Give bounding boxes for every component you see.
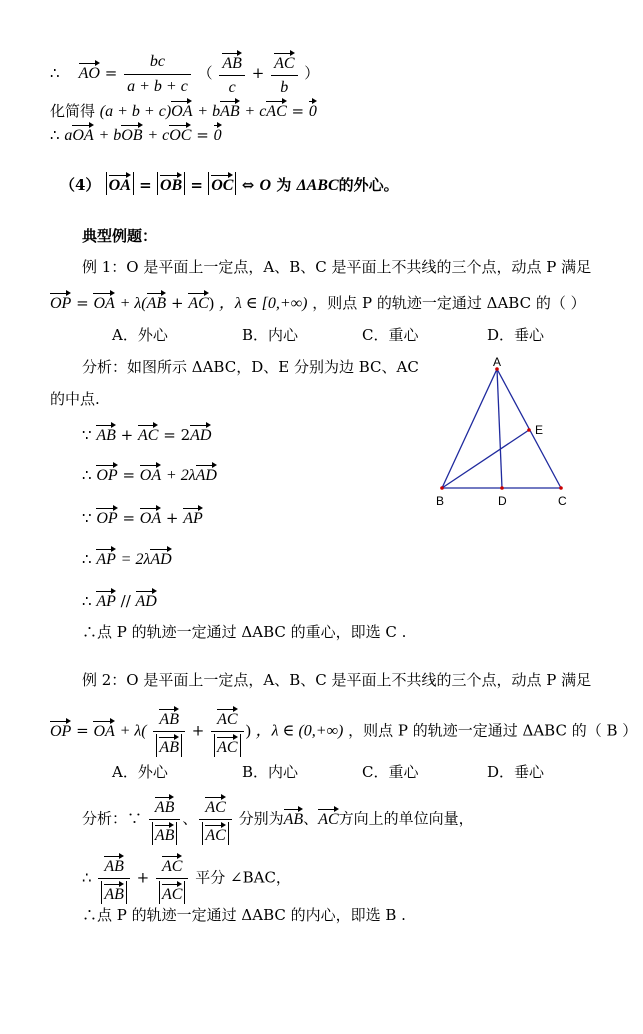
unit-vector-ac — [211, 706, 243, 757]
label-e: E — [535, 423, 544, 437]
item-4-circumcenter — [60, 172, 399, 196]
because-symbol: ∵ — [82, 426, 92, 444]
option-a: A．外心 — [112, 326, 168, 344]
because-symbol: ∵ — [82, 509, 92, 527]
plus-sign: + — [165, 509, 179, 527]
vector-ac: AC — [188, 290, 208, 312]
vector-ac-magnitude: AC — [162, 881, 182, 903]
plus-sign: + — [251, 64, 265, 82]
unit-vector-ab — [153, 706, 185, 757]
equals-two-lambda: = 2λ — [120, 551, 151, 568]
lambda-range: ，λ ∈ (0,+∞) — [255, 722, 344, 740]
equals-sign: = — [291, 102, 305, 120]
point-c — [559, 486, 563, 490]
equals-sign: = — [76, 294, 89, 312]
equals-sign: = — [139, 176, 152, 194]
vector-ad: AD — [196, 462, 217, 484]
analysis-label: 分析： — [82, 809, 128, 828]
vector-ob: OB — [160, 172, 182, 194]
equals-sign: = — [190, 176, 203, 194]
example-1-analysis-cont: 的中点. — [50, 390, 100, 408]
therefore-symbol: ∴ — [82, 906, 98, 924]
fraction-denominator: c — [228, 79, 236, 96]
equals-sign: = — [122, 509, 136, 527]
vector-oa: OA — [140, 505, 161, 527]
unit-vector-ab — [98, 853, 130, 904]
option-b: B．内心 — [242, 326, 299, 344]
vector-ad: AD — [190, 422, 211, 444]
vector-ab: AB — [159, 706, 179, 728]
fraction-numerator: bc — [124, 52, 191, 75]
vector-ac: AC — [138, 422, 158, 444]
therefore-symbol: ∴ — [82, 466, 92, 484]
example-1-analysis: 分析：如图所示 ΔABC，D、E 分别为边 BC、AC — [82, 358, 419, 376]
step-3 — [82, 505, 203, 528]
right-paren: ) — [245, 722, 251, 740]
label-c: C — [558, 494, 567, 508]
equation-simplify — [50, 98, 317, 122]
analysis-tail: 方向上的单位向量， — [338, 809, 474, 828]
therefore-symbol: ∴ — [82, 868, 92, 887]
example-1-conclusion — [82, 622, 406, 642]
plus-sign: + — [170, 294, 184, 312]
vector-ap: AP — [96, 546, 116, 568]
step-1 — [82, 422, 211, 445]
iff-symbol: ⇔ — [241, 176, 255, 194]
example-2-question: ，则点 P 的轨迹一定通过 ΔABC 的（ B ） — [348, 721, 638, 740]
vector-ab: AB — [104, 853, 124, 875]
vector-ap: AP — [183, 505, 203, 527]
vector-ab: AB — [155, 794, 175, 816]
vector-ac: AC — [217, 706, 237, 728]
vector-ac: AC — [162, 853, 182, 875]
vector-ab-magnitude: AB — [104, 881, 124, 903]
vector-ab: AB — [220, 98, 240, 120]
point-o: O — [259, 177, 272, 194]
vector-ab-magnitude: AB — [159, 734, 179, 756]
point-d — [500, 486, 504, 490]
separator: 、 — [303, 809, 319, 828]
equation-ao — [50, 50, 319, 98]
vector-oa: OA — [72, 122, 93, 144]
left-paren: （ — [197, 64, 213, 82]
vector-oc: OC — [169, 122, 191, 144]
lambda-coef: + λ( — [119, 722, 147, 740]
therefore-symbol: ∴ — [50, 126, 60, 144]
example-2-analysis — [82, 794, 474, 845]
equals-sign: = — [104, 64, 118, 82]
vector-op: OP — [96, 505, 117, 527]
item-number: （4） — [60, 176, 101, 194]
unit-vector-ac — [199, 794, 231, 845]
point-b — [440, 486, 444, 490]
vector-ap: AP — [96, 588, 116, 610]
sum-abc: (a + b + c) — [99, 103, 172, 120]
option-d: D．垂心 — [487, 326, 545, 344]
point-e — [527, 428, 531, 432]
vector-ab: AB — [222, 50, 242, 72]
vector-ab-magnitude: AB — [155, 822, 175, 844]
example-2-statement: 例 2：O 是平面上一定点，A、B、C 是平面上不共线的三个点，动点 P 满足 — [82, 671, 592, 689]
because-symbol: ∵ — [127, 809, 143, 828]
equals-sign: = — [122, 466, 136, 484]
example-1-question: ，则点 P 的轨迹一定通过 ΔABC 的（ ） — [312, 294, 586, 312]
example-1-statement: 例 1：O 是平面上一定点，A、B、C 是平面上不共线的三个点，动点 P 满足 — [82, 258, 592, 276]
lambda-range: ，λ ∈ [0,+∞) — [218, 295, 308, 312]
vector-ac: AC — [318, 806, 338, 828]
option-c: C．重心 — [362, 763, 419, 781]
vector-ad: AD — [136, 588, 157, 610]
section-heading: 典型例题： — [82, 227, 158, 245]
equals-two: = 2 — [163, 426, 191, 444]
vector-ad: AD — [150, 546, 171, 568]
plus-sign: + — [120, 426, 134, 444]
label-a: A — [493, 355, 502, 369]
therefore-symbol: ∴ — [82, 592, 92, 610]
coef-a: a — [64, 127, 73, 144]
item-text: 为 — [276, 176, 292, 194]
simplify-label: 化简得 — [50, 102, 96, 120]
vector-op: OP — [50, 718, 71, 740]
lambda-coef: + λ( — [119, 295, 147, 312]
step-4 — [82, 546, 172, 570]
coef-c: + c — [147, 127, 170, 144]
option-b: B．内心 — [242, 763, 299, 781]
coef-b: + b — [98, 127, 122, 144]
vector-oa: OA — [171, 98, 192, 120]
vector-ac-magnitude: AC — [205, 822, 225, 844]
vector-op: OP — [50, 290, 71, 312]
vector-oc: OC — [211, 172, 233, 194]
vector-ac: AC — [274, 50, 294, 72]
fraction-ac-b — [271, 50, 297, 98]
vector-ab: AB — [96, 422, 116, 444]
coef-c: + c — [244, 103, 267, 120]
coef-b: + b — [197, 103, 221, 120]
zero-vector: 0 — [214, 122, 222, 144]
unit-vector-ac — [156, 853, 188, 904]
example-2-condition — [50, 706, 637, 757]
bisect-text: 平分 ∠BAC， — [195, 868, 291, 887]
conclusion-text: 点 P 的轨迹一定通过 ΔABC 的重心，即选 C . — [97, 623, 407, 641]
vector-ac: AC — [205, 794, 225, 816]
equation-result — [50, 122, 222, 146]
therefore-symbol: ∴ — [82, 623, 98, 641]
label-b: B — [436, 494, 445, 508]
item-tail: 的外心。 — [338, 176, 399, 194]
vector-ab: AB — [147, 290, 167, 312]
separator: 、 — [182, 809, 198, 828]
vector-ac-magnitude: AC — [217, 734, 237, 756]
example-2-bisector — [82, 853, 291, 904]
example-2-conclusion — [82, 905, 406, 925]
fraction-denominator: b — [280, 79, 289, 96]
triangle-abc: ΔABC — [296, 177, 339, 194]
vector-op: OP — [96, 462, 117, 484]
right-paren: ） — [304, 64, 320, 82]
plus-sign: + — [136, 868, 150, 887]
therefore-symbol: ∴ — [50, 64, 60, 82]
vector-oa: OA — [93, 718, 114, 740]
vector-ob: OB — [121, 122, 142, 144]
fraction-ab-c — [219, 50, 245, 98]
step-5 — [82, 588, 157, 611]
label-d: D — [498, 494, 507, 508]
fraction-bc — [124, 52, 191, 97]
triangle-figure — [425, 355, 590, 515]
example-2-options — [112, 762, 544, 782]
vector-oa: OA — [140, 462, 161, 484]
vector-ao: AO — [79, 60, 100, 82]
unit-vector-ab — [149, 794, 181, 845]
equals-sign: = — [76, 721, 89, 740]
plus-sign: + — [191, 721, 205, 740]
analysis-mid: 分别为 — [238, 809, 284, 828]
therefore-symbol: ∴ — [82, 550, 92, 568]
equals-sign: = — [196, 126, 209, 144]
example-1-condition — [50, 290, 586, 314]
median-ad — [497, 369, 502, 488]
two-lambda: + 2λ — [165, 467, 196, 484]
vector-ab: AB — [284, 806, 304, 828]
conclusion-text: 点 P 的轨迹一定通过 ΔABC 的内心，即选 B . — [97, 906, 406, 924]
vector-oa: OA — [93, 290, 114, 312]
zero-vector: 0 — [309, 98, 317, 120]
vector-ac: AC — [266, 98, 286, 120]
option-c: C．重心 — [362, 326, 419, 344]
example-1-options — [112, 325, 544, 345]
step-2 — [82, 462, 217, 486]
right-paren: ) — [208, 295, 215, 312]
option-a: A．外心 — [112, 763, 168, 781]
parallel-symbol: // — [115, 592, 136, 610]
option-d: D．垂心 — [487, 763, 545, 781]
vector-oa: OA — [109, 172, 131, 194]
fraction-denominator: a + b + c — [127, 77, 188, 95]
